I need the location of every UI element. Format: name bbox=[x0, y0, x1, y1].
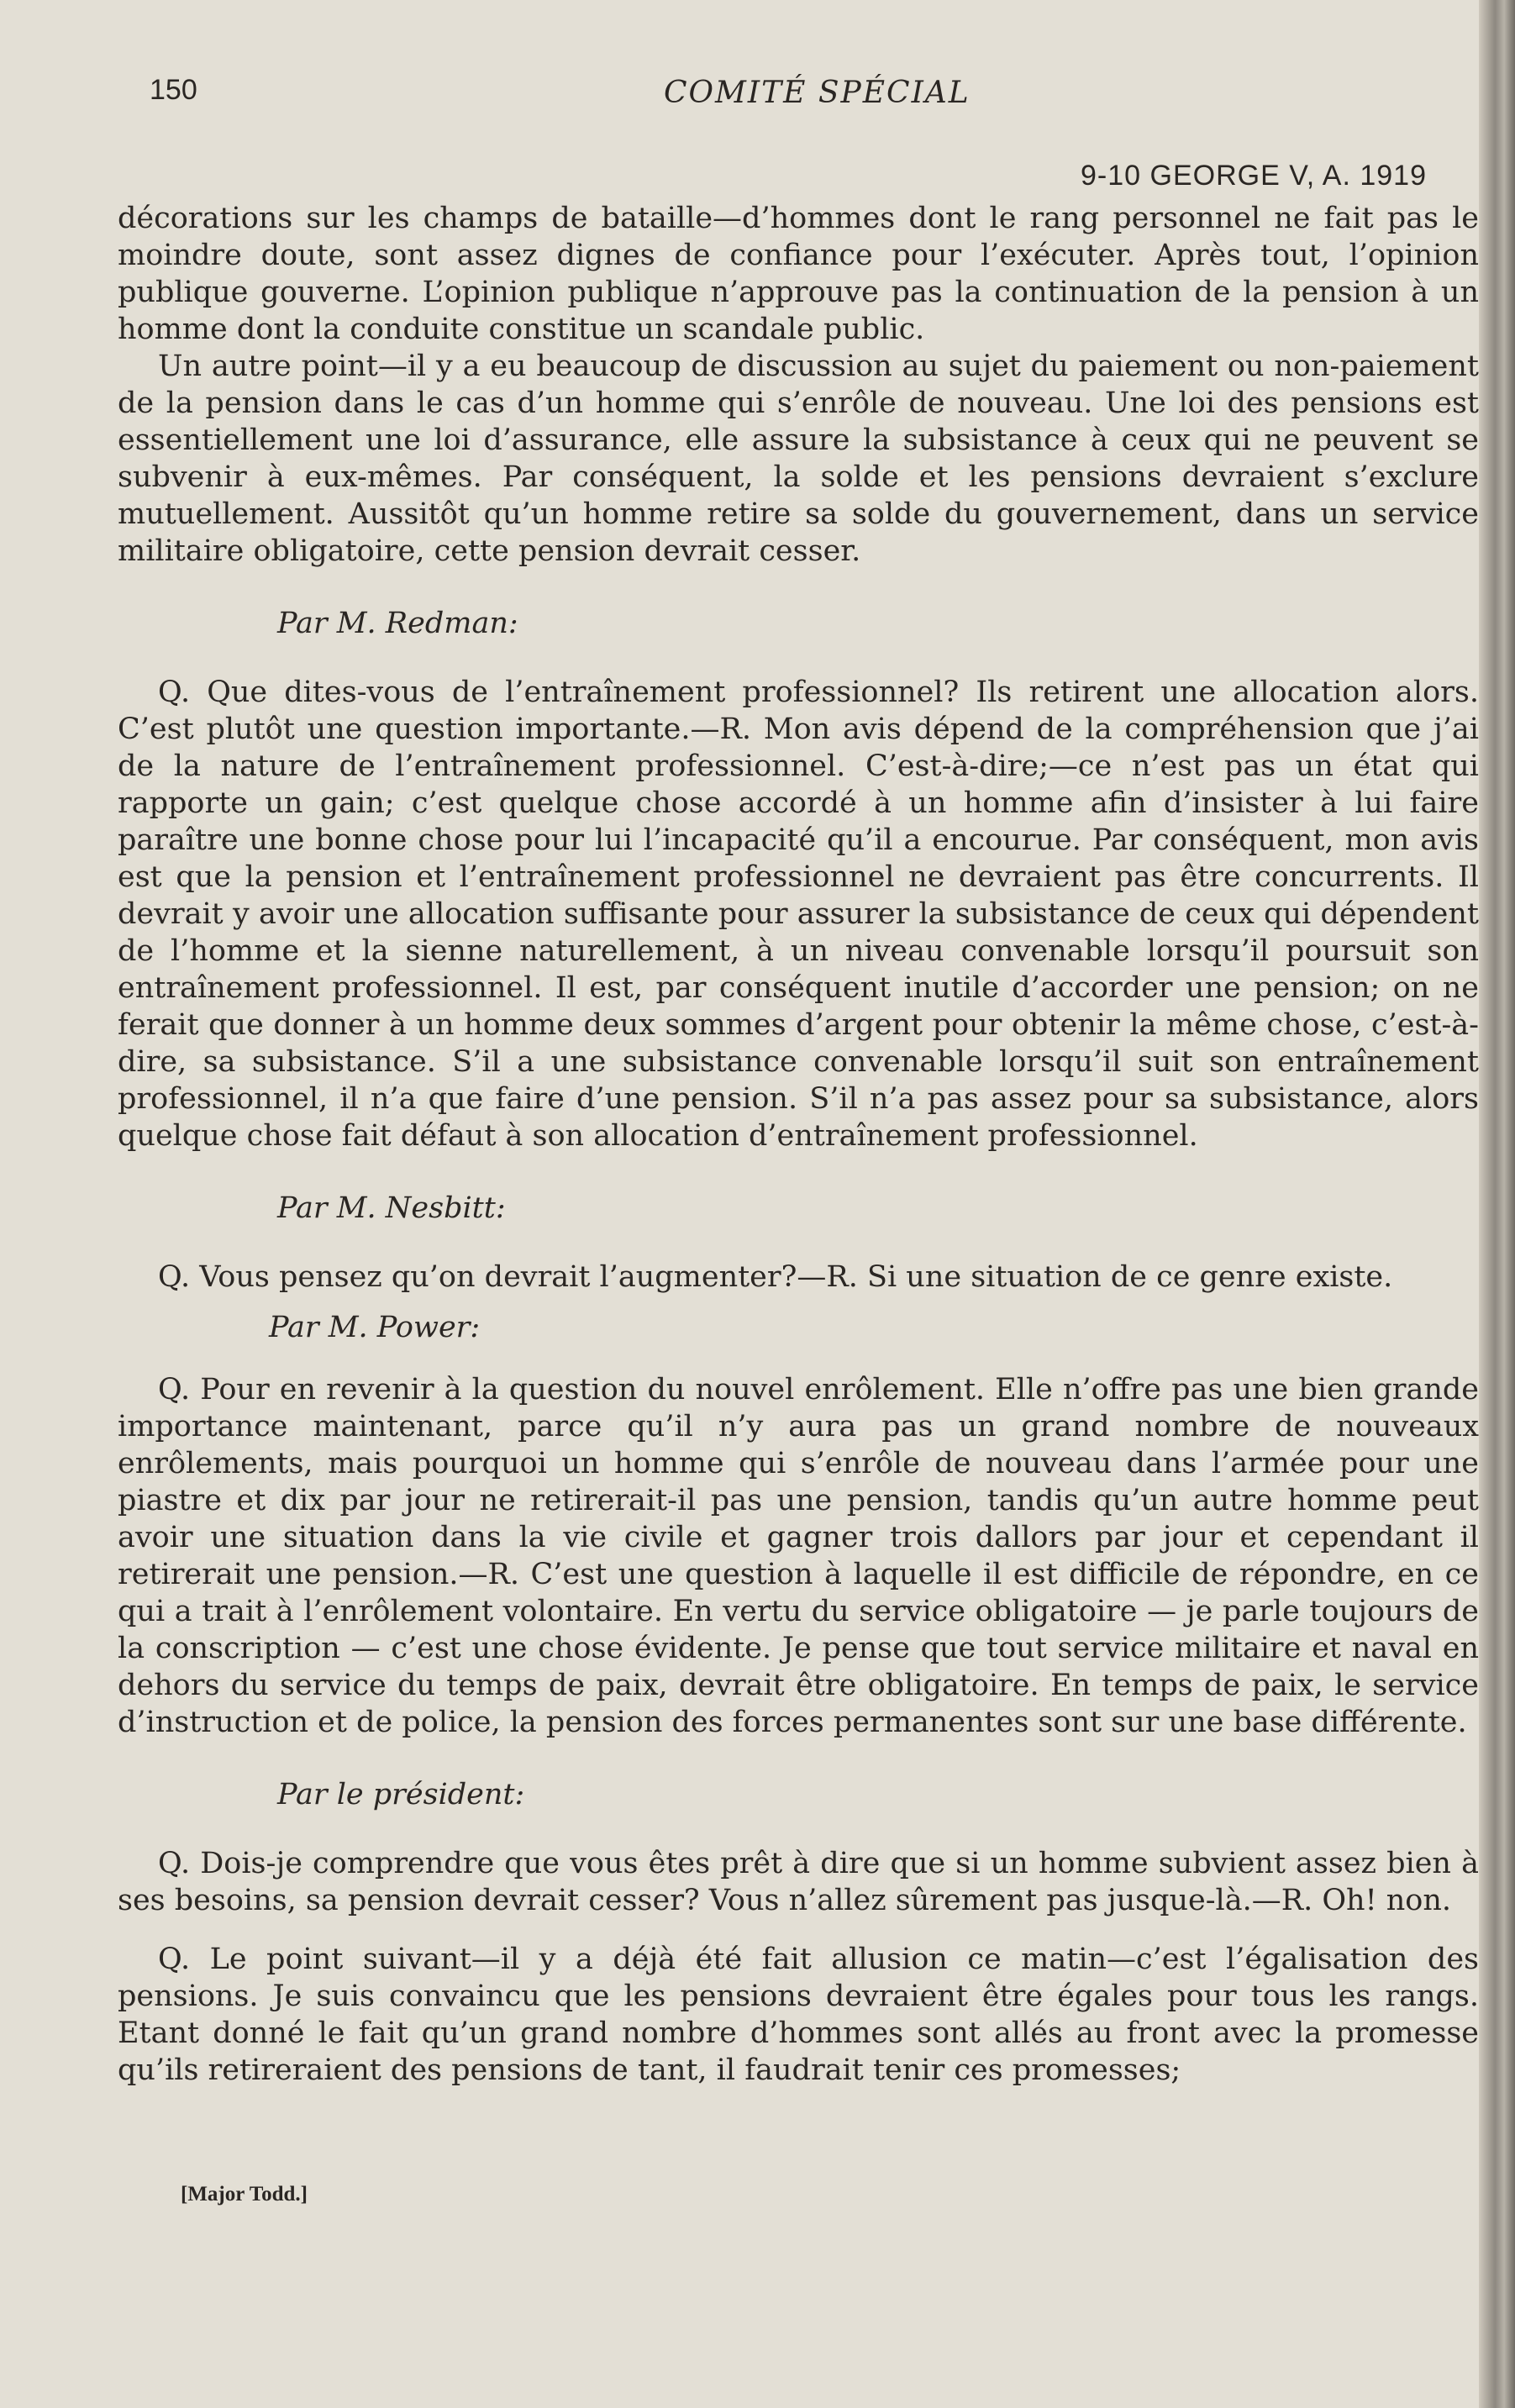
paragraph-1: décorations sur les champs de bataille—d’hommes dont le rang personnel ne fait pas le moindre doute, sont assez dignes de confiance pour l’exécuter. Après tout, l’opinion publique gouverne. L’opinion publique n’approuve pas la continuation de la pension à un homme dont la conduite constitue un scandale public. bbox=[118, 202, 1479, 346]
running-title: COMITÉ SPÉCIAL bbox=[664, 76, 971, 110]
page-edge-shadow bbox=[1479, 0, 1515, 2408]
paragraph-6: Q. Dois-je comprendre que vous êtes prêt à dire que si un homme subvient assez bien à ses besoins, sa pension devrait cesser? Vous n’allez sûrement pas jusque-là.—R. Oh! non. bbox=[118, 1847, 1479, 1917]
paragraph-7: Q. Le point suivant—il y a déjà été fait allusion ce matin—c’est l’égalisation des pensions. Je suis convaincu que les pensions devraient être égales pour tous les rangs. Etant donné le fait qu’un grand nombre d’hommes sont allés au front avec la promesse qu’ils retireraient des pensions de tant, il faudrait tenir ces promesses; bbox=[118, 1943, 1479, 2087]
paragraph-5: Q. Pour en revenir à la question du nouvel enrôlement. Elle n’offre pas une bien grande importance maintenant, parce qu’il n’y aura pas un grand nombre de nouveaux enrôlements, mais pourquoi un homme qui s’enrôle de nouveau dans l’armée pour une piastre et dix par jour ne retirerait-il pas une pension, tandis qu’un autre homme peut avoir une situation dans la vie civile et gagner trois dallors par jour et cependant il retirerait une pension.—R. C’est une question à laquelle il est difficile de répondre, en ce qui a trait à l’enrôlement volontaire. En vertu du service obligatoire — je parle toujours de la conscription — c’est une chose évidente. Je pense que tout service militaire et naval en dehors du service du temps de paix, devrait être obligatoire. En temps de paix, le service d’instruction et de police, la pension des forces permanentes sont sur une base différente. bbox=[118, 1373, 1479, 1739]
page-number: 150 bbox=[150, 74, 197, 106]
footer-signature: [Major Todd.] bbox=[181, 2183, 308, 2206]
session-reference: 9-10 GEORGE V, A. 1919 bbox=[1081, 160, 1427, 192]
speaker-heading-president: Par le président: bbox=[277, 1778, 525, 1811]
speaker-heading-power: Par M. Power: bbox=[269, 1311, 481, 1344]
page-body bbox=[118, 200, 1479, 2089]
speaker-heading-nesbitt: Par M. Nesbitt: bbox=[277, 1191, 506, 1225]
paragraph-gap bbox=[118, 1919, 1479, 1941]
paragraph-2: Un autre point—il y a eu beaucoup de discussion au sujet du paiement ou non-paiement de la pension dans le cas d’un homme qui s’enrôle de nouveau. Une loi des pensions est essentiellement une loi d’assurance, elle assure la subsistance à ceux qui ne peuvent se subvenir à eux-mêmes. Par conséquent, la solde et les pensions devraient s’exclure mutuellement. Aussitôt qu’un homme retire sa solde du gouvernement, dans un service militaire obligatoire, cette pension devrait cesser. bbox=[118, 350, 1479, 568]
speaker-heading-redman: Par M. Redman: bbox=[277, 607, 518, 640]
paragraph-4: Q. Vous pensez qu’on devrait l’augmenter?—R. Si une situation de ce genre existe. bbox=[158, 1260, 1393, 1294]
paragraph-3: Q. Que dites-vous de l’entraînement professionnel? Ils retirent une allocation alors. C’est plutôt une question importante.—R. Mon avis dépend de la compréhension que j’ai de la nature de l’entraînement professionnel. C’est-à-dire;—ce n’est pas un état qui rapporte un gain; c’est quelque chose accordé à un homme afin d’insister à lui faire paraître une bonne chose pour lui l’incapacité qu’il a encourue. Par conséquent, mon avis est que la pension et l’entraînement professionnel ne devraient pas être concurrents. Il devrait y avoir une allocation suffisante pour assurer la subsistance de ceux qui dépendent de l’homme et la sienne naturellement, à un niveau convenable lorsqu’il poursuit son entraînement professionnel. Il est, par conséquent inutile d’accorder une pension; on ne ferait que donner à un homme deux sommes d’argent pour obtenir la même chose, c’est-à-dire, sa subsistance. S’il a une subsistance convenable lorsqu’il suit son entraînement professionnel, il n’a que faire d’une pension. S’il n’a pas assez pour sa subsistance, alors quelque chose fait défaut à son allocation d’entraînement professionnel. bbox=[118, 676, 1479, 1153]
